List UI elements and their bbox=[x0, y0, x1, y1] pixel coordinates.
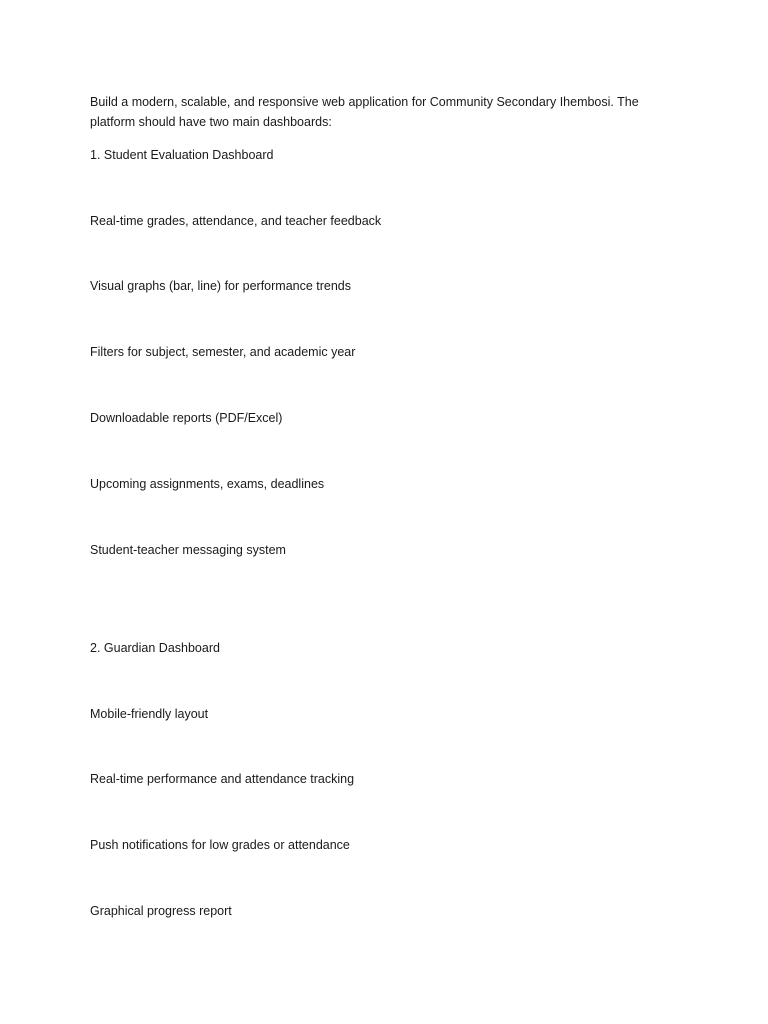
list-item: Mobile-friendly layout bbox=[90, 707, 209, 721]
list-item: Real-time grades, attendance, and teacher feedback bbox=[90, 214, 382, 228]
list-item: Upcoming assignments, exams, deadlines bbox=[90, 477, 325, 491]
list-item: Visual graphs (bar, line) for performance trends bbox=[90, 279, 352, 293]
section-heading-student-dashboard: 1. Student Evaluation Dashboard bbox=[90, 148, 274, 162]
list-item: Downloadable reports (PDF/Excel) bbox=[90, 411, 283, 425]
list-item: Student-teacher messaging system bbox=[90, 543, 286, 557]
intro-paragraph: Build a modern, scalable, and responsive web application for Community Secondary Ihembosi. The platform should have two main dashboards: bbox=[90, 95, 639, 129]
list-item: Real-time performance and attendance tracking bbox=[90, 772, 355, 786]
list-item: Filters for subject, semester, and academic year bbox=[90, 345, 356, 359]
list-item: Push notifications for low grades or attendance bbox=[90, 838, 350, 852]
list-item: Graphical progress report bbox=[90, 904, 232, 918]
section-heading-guardian-dashboard: 2. Guardian Dashboard bbox=[90, 641, 220, 655]
